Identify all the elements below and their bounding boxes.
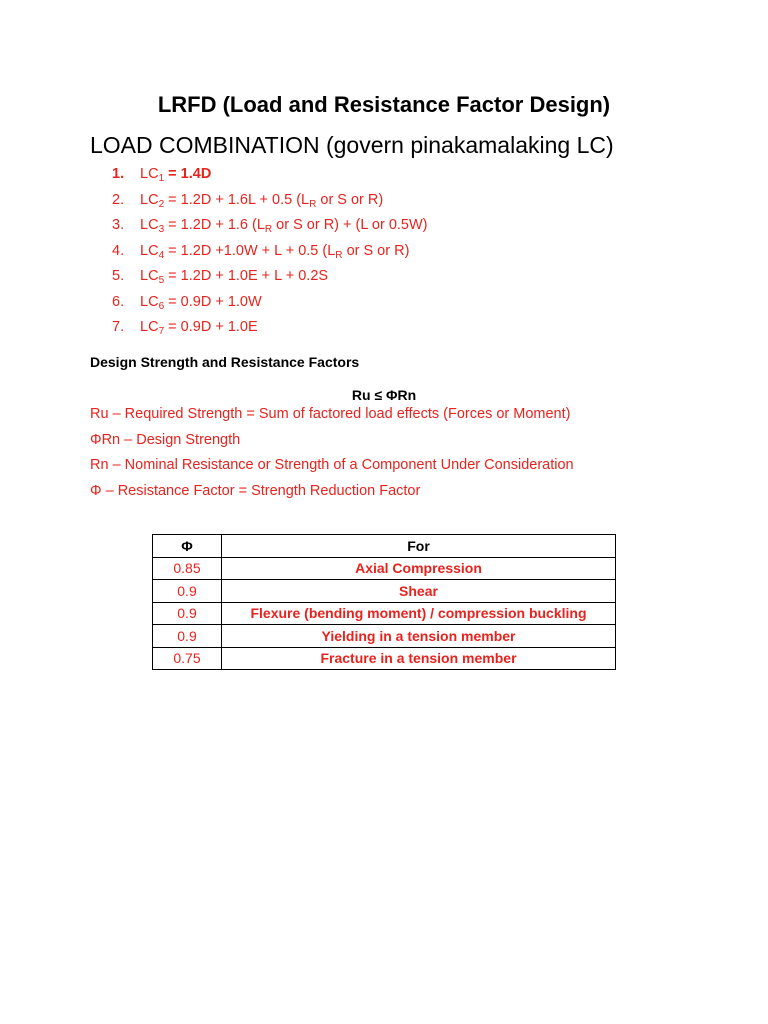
list-text: $LC_2 = 1.2D + 1.6L + 0.5$ ($L_R$ or S or R) <box>140 191 384 210</box>
list-item <box>112 217 428 243</box>
phi-value: 0.85 <box>153 557 222 580</box>
definition-item: Rn – Nominal Resistance or Strength of a Component Under Consideration <box>90 457 574 473</box>
phi-description: Yielding in a tension member <box>222 625 616 648</box>
list-number: 5. <box>112 268 125 284</box>
section-heading: Design Strength and Resistance Factors <box>90 354 360 370</box>
list-text: $LC_3 = 1.2D + 1.6$ ($L_R$ or S or R) + (L or 0.5W) <box>140 217 428 235</box>
list-number: 2. <box>112 191 125 208</box>
header-for: For <box>222 535 616 558</box>
definition-item: ΦRn – Design Strength <box>90 431 241 448</box>
definition-item: Ru – Required Strength = Sum of factored load effects (Forces or Moment) <box>90 406 571 422</box>
list-number: 4. <box>112 242 125 259</box>
phi-description: Axial Compression <box>222 557 616 580</box>
phi-description: Shear <box>222 580 616 603</box>
list-item <box>112 192 428 218</box>
list-item <box>112 243 428 269</box>
list-text: $LC_1 = 1.4D$ <box>140 166 212 184</box>
list-number: 3. <box>112 217 125 233</box>
table-row <box>153 580 616 603</box>
load-combination-heading: LOAD COMBINATION (govern pinakamalaking LC) <box>90 132 614 158</box>
header-phi: Φ <box>153 535 222 558</box>
phi-description: Fracture in a tension member <box>222 647 616 670</box>
list-item <box>112 319 428 345</box>
load-combination-list <box>112 166 428 345</box>
definition-item: Φ – Resistance Factor = Strength Reduction Factor <box>90 482 421 499</box>
phi-value: 0.75 <box>153 647 222 670</box>
list-text: $LC_7 = 0.9D + 1.0E$ <box>140 319 258 337</box>
list-item <box>112 166 428 192</box>
table-row <box>153 602 616 625</box>
table-row <box>153 647 616 670</box>
resistance-factor-table <box>152 534 616 670</box>
list-text: $LC_5 = 1.2D + 1.0E + L + 0.2S$ <box>140 268 329 286</box>
list-number: 6. <box>112 293 125 310</box>
list-text: $LC_6 = 0.9D + 1.0W$ <box>140 293 262 312</box>
page-title: LRFD (Load and Resistance Factor Design) <box>157 92 611 117</box>
phi-value: 0.9 <box>153 625 222 648</box>
list-item <box>112 268 428 294</box>
list-number: 1. <box>112 166 125 182</box>
table-row <box>153 625 616 648</box>
phi-value: 0.9 <box>153 580 222 603</box>
definitions-list <box>90 406 574 508</box>
table-header-row <box>153 535 616 558</box>
strength-formula: Ru ≤ ΦRn <box>351 387 417 403</box>
table-row <box>153 557 616 580</box>
list-text: $LC_4 = 1.2D +1.0W + L + 0.5$ ($L_R$ or S or R) <box>140 242 410 261</box>
phi-description: Flexure (bending moment) / compression buckling <box>222 602 616 625</box>
list-number: 7. <box>112 319 125 335</box>
phi-value: 0.9 <box>153 602 222 625</box>
list-item <box>112 294 428 320</box>
